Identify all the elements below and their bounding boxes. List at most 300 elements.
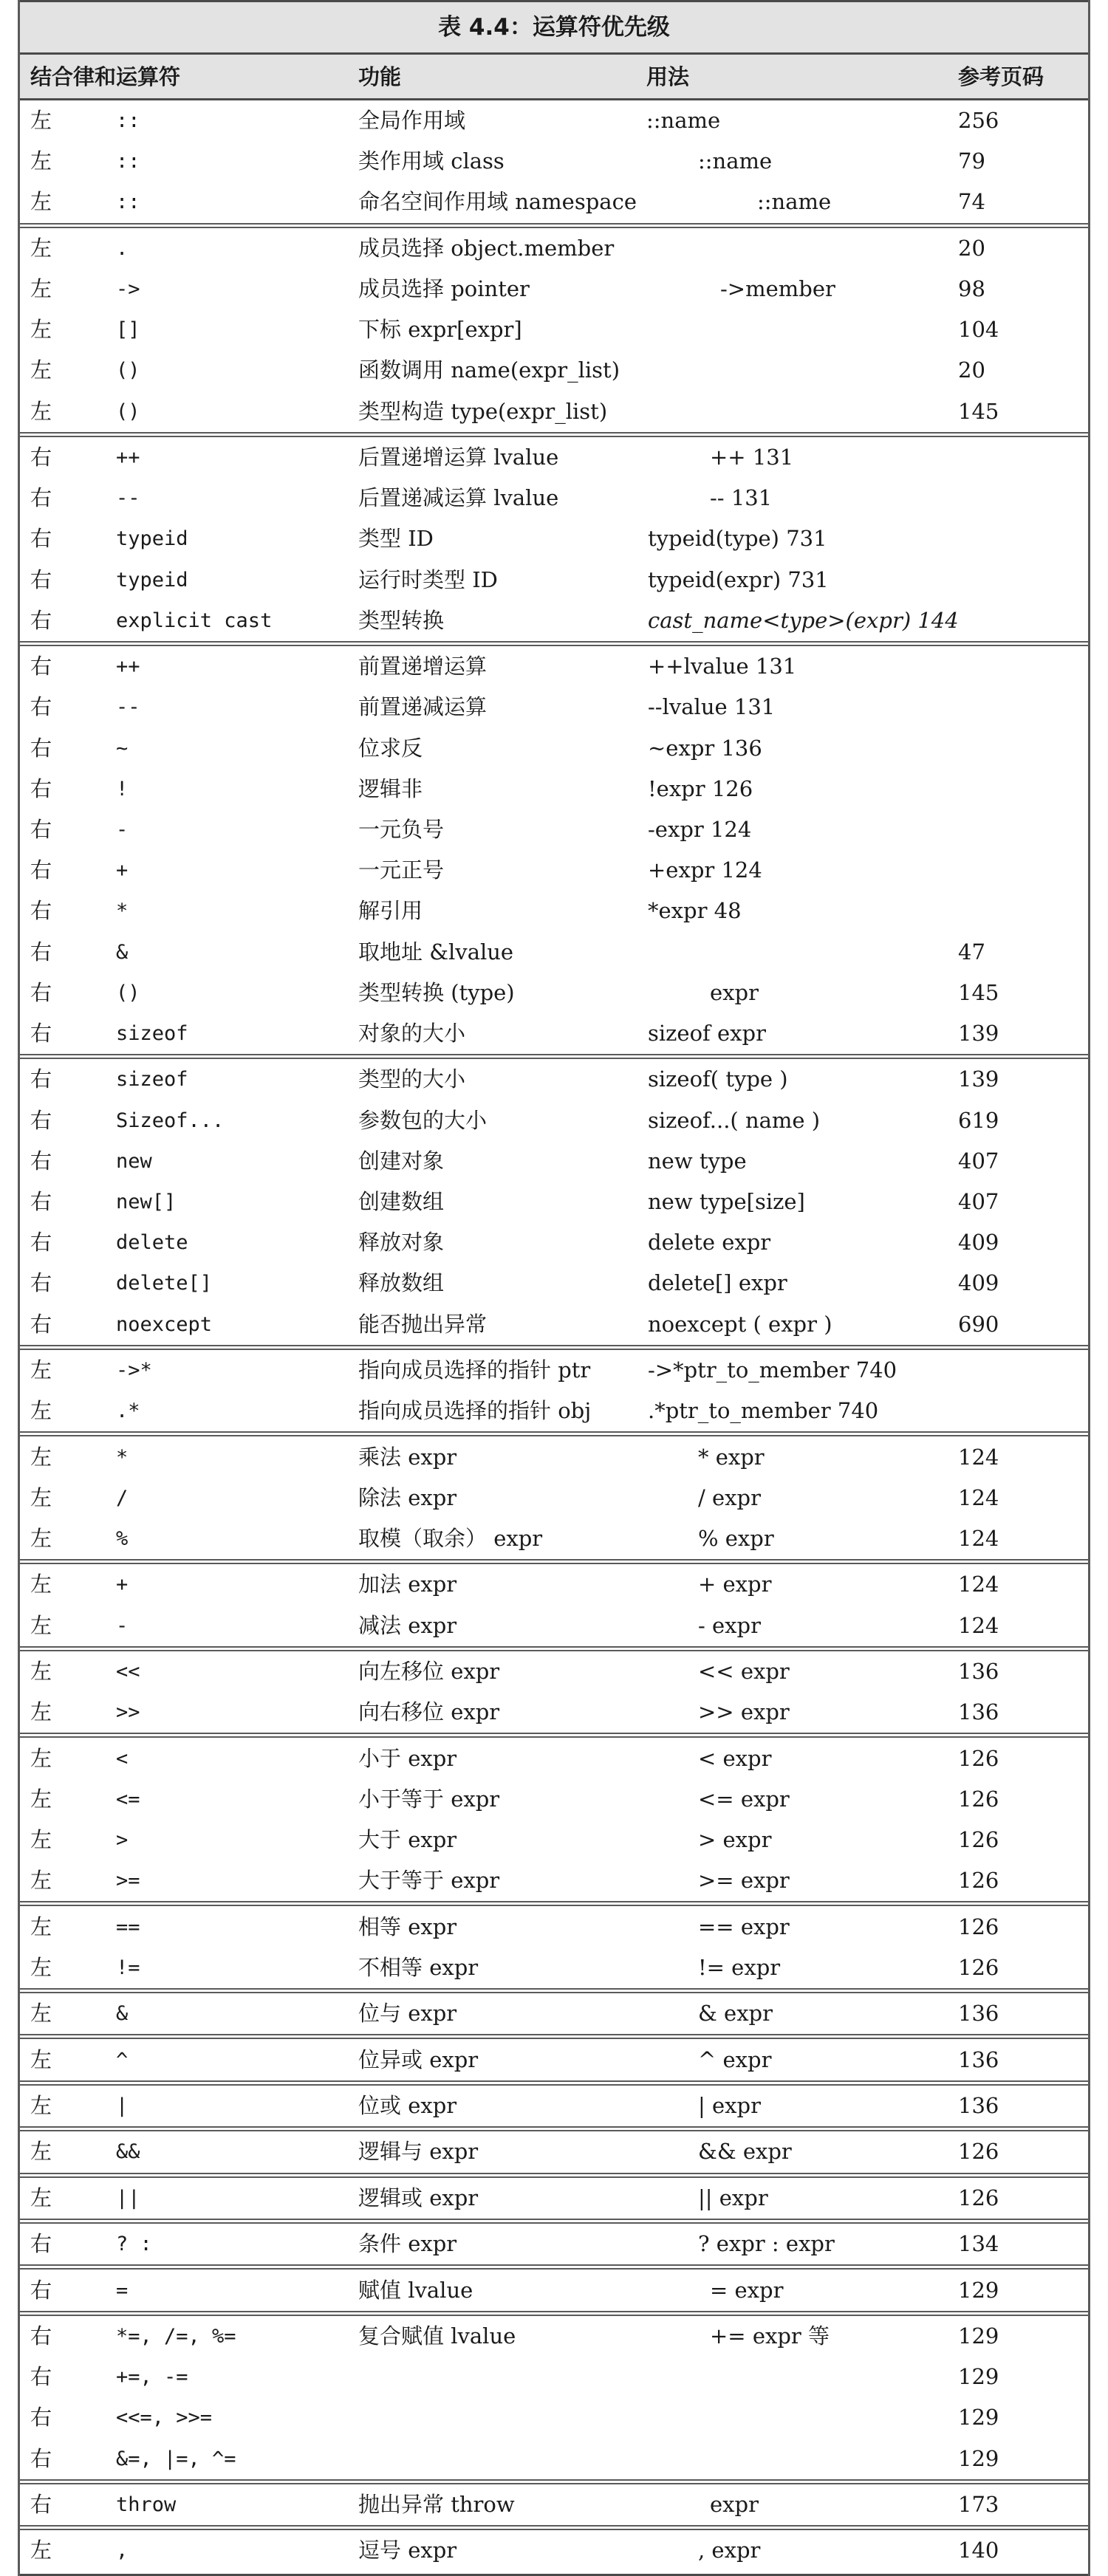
cell-function: 类型转换 (358, 607, 445, 633)
cell-associativity: 右 (30, 898, 52, 924)
cell-function: 小于 expr (358, 1745, 457, 1771)
table-row (20, 141, 1088, 182)
cell-operator: * (116, 900, 129, 923)
cell-associativity: 左 (30, 1357, 52, 1383)
cell-associativity: 左 (30, 1398, 52, 1424)
cell-usage: ::name (757, 189, 832, 215)
cell-associativity: 左 (30, 1827, 52, 1852)
cell-operator: sizeof (116, 1022, 188, 1045)
cell-associativity: 右 (30, 1189, 52, 1214)
cell-usage: % expr (698, 1526, 774, 1551)
cell-page: 134 (958, 2231, 999, 2257)
cell-usage: ->*ptr_to_member 740 (648, 1357, 897, 1383)
cell-operator: || (116, 2186, 140, 2210)
cell-page: 136 (958, 2093, 999, 2118)
cell-page: 139 (958, 1021, 999, 1046)
cell-associativity: 右 (30, 775, 52, 801)
table-row (20, 600, 1088, 641)
cell-operator: new (116, 1149, 152, 1173)
group-separator (20, 1901, 1088, 1906)
cell-function: 赋值 lvalue (358, 2277, 473, 2303)
cell-associativity: 右 (30, 654, 52, 679)
cell-page: 129 (958, 2277, 999, 2303)
cell-associativity: 左 (30, 1484, 52, 1510)
cell-page: 124 (958, 1612, 999, 1638)
cell-operator: noexcept (116, 1312, 213, 1336)
cell-function: 下标 expr[expr] (358, 317, 522, 343)
table-row (20, 891, 1088, 931)
cell-function: 后置递增运算 lvalue (358, 445, 559, 470)
cell-page: 136 (958, 1699, 999, 1725)
cell-operator: [] (116, 318, 140, 342)
cell-usage: -- 131 (710, 485, 773, 511)
cell-associativity: 左 (30, 1659, 52, 1684)
cell-function: 加法 expr (358, 1572, 457, 1597)
cell-associativity: 左 (30, 1444, 52, 1470)
cell-page: 126 (958, 1745, 999, 1771)
table-row (20, 1860, 1088, 1901)
cell-page: 126 (958, 1827, 999, 1852)
cell-function: 大于 expr (358, 1827, 457, 1852)
cell-associativity: 左 (30, 108, 52, 133)
cell-operator: :: (116, 191, 140, 214)
cell-usage: & expr (698, 2001, 773, 2027)
table-row (20, 687, 1088, 727)
cell-page: 407 (958, 1189, 999, 1214)
table-row (20, 2178, 1088, 2219)
group-separator (20, 223, 1088, 228)
cell-function: 前置递减运算 (358, 694, 488, 720)
cell-page: 129 (958, 2364, 999, 2390)
cell-function: 函数调用 name(expr_list) (358, 357, 620, 383)
cell-associativity: 右 (30, 1270, 52, 1296)
cell-usage: << expr (698, 1659, 790, 1684)
operator-precedence-table (18, 0, 1090, 2576)
cell-function: 释放数组 (358, 1270, 445, 1296)
cell-usage: ++ 131 (710, 445, 794, 470)
header-page: 参考页码 (958, 64, 1044, 89)
cell-associativity: 左 (30, 1572, 52, 1597)
cell-associativity: 左 (30, 1699, 52, 1725)
cell-usage: expr (710, 979, 759, 1005)
cell-operator: +=, -= (116, 2366, 188, 2389)
cell-function: 逻辑非 (358, 775, 423, 801)
cell-associativity: 左 (30, 357, 52, 383)
cell-associativity: 右 (30, 939, 52, 965)
table-row (20, 1141, 1088, 1182)
cell-operator: == (116, 1915, 140, 1939)
cell-operator: << (116, 1660, 140, 1683)
table-row (20, 1739, 1088, 1779)
cell-usage: > expr (698, 1827, 772, 1852)
cell-usage: ~expr 136 (648, 735, 762, 761)
table-row (20, 1059, 1088, 1100)
cell-associativity: 左 (30, 2538, 52, 2563)
cell-function: 类型的大小 (358, 1066, 466, 1092)
cell-associativity: 右 (30, 694, 52, 720)
cell-operator: ->* (116, 1359, 152, 1382)
table-row (20, 728, 1088, 769)
cell-function: 创建数组 (358, 1189, 445, 1214)
cell-page: 409 (958, 1270, 999, 1296)
table-row (20, 1478, 1088, 1518)
cell-function: 类作用域 class (358, 148, 505, 174)
header-func: 功能 (358, 64, 402, 89)
cell-usage: +expr 124 (648, 857, 762, 883)
cell-function: 全局作用域 (358, 108, 466, 133)
cell-usage: --lvalue 131 (648, 694, 776, 720)
cell-function: 向左移位 expr (358, 1659, 500, 1684)
cell-usage: expr (710, 2492, 759, 2517)
table-row (20, 850, 1088, 891)
cell-operator: *=, /=, %= (116, 2325, 236, 2348)
cell-operator: explicit cast (116, 609, 273, 632)
cell-function: 抛出异常 throw (358, 2492, 515, 2517)
cell-usage: = expr (710, 2277, 784, 2303)
table-row (20, 2397, 1088, 2438)
cell-associativity: 右 (30, 1230, 52, 1256)
cell-usage: sizeof( type ) (648, 1066, 788, 1092)
table-row (20, 437, 1088, 478)
cell-function: 相等 expr (358, 1914, 457, 1939)
cell-associativity: 左 (30, 2093, 52, 2118)
cell-usage: new type[size] (648, 1189, 805, 1214)
cell-operator: sizeof (116, 1068, 188, 1092)
cell-usage: ::name (698, 148, 773, 174)
group-separator (20, 2479, 1088, 2484)
cell-associativity: 右 (30, 1311, 52, 1337)
cell-function: 参数包的大小 (358, 1107, 488, 1133)
cell-associativity: 左 (30, 1914, 52, 1939)
cell-usage: delete expr (648, 1230, 771, 1256)
cell-associativity: 左 (30, 317, 52, 343)
cell-operator: <<=, >>= (116, 2406, 213, 2430)
cell-operator: typeid (116, 527, 188, 551)
table-row (20, 1350, 1088, 1391)
cell-function: 命名空间作用域 namespace (358, 189, 637, 215)
cell-usage: noexcept ( expr ) (648, 1311, 832, 1337)
group-separator (20, 2034, 1088, 2039)
cell-usage: || expr (698, 2185, 768, 2210)
table-row (20, 1692, 1088, 1733)
cell-page: 126 (958, 1868, 999, 1894)
cell-page: 136 (958, 1659, 999, 1684)
cell-usage: delete[] expr (648, 1270, 787, 1296)
cell-associativity: 右 (30, 607, 52, 633)
cell-function: 对象的大小 (358, 1021, 466, 1046)
cell-associativity: 右 (30, 445, 52, 470)
table-row (20, 2224, 1088, 2264)
table-row (20, 2086, 1088, 2126)
cell-page: 136 (958, 2046, 999, 2072)
cell-function: 条件 expr (358, 2231, 457, 2257)
cell-function: 解引用 (358, 898, 423, 924)
cell-usage: cast_name<type>(expr) 144 (648, 607, 959, 633)
cell-associativity: 左 (30, 398, 52, 424)
table-row (20, 2484, 1088, 2525)
cell-usage: && expr (698, 2139, 792, 2165)
group-separator (20, 1054, 1088, 1059)
cell-associativity: 左 (30, 1868, 52, 1894)
cell-function: 类型 ID (358, 526, 434, 552)
cell-operator: <= (116, 1787, 140, 1811)
cell-page: 173 (958, 2492, 999, 2517)
cell-associativity: 右 (30, 2277, 52, 2303)
table-row (20, 2040, 1088, 2080)
cell-function: 前置递增运算 (358, 654, 488, 679)
cell-page: 104 (958, 317, 999, 343)
table-row (20, 2439, 1088, 2479)
cell-associativity: 右 (30, 2231, 52, 2257)
cell-associativity: 右 (30, 1148, 52, 1174)
table-row (20, 1606, 1088, 1646)
table-row (20, 2357, 1088, 2397)
cell-usage: !expr 126 (648, 775, 753, 801)
cell-operator: + (116, 859, 129, 883)
group-separator (20, 2264, 1088, 2270)
cell-page: 129 (958, 2445, 999, 2471)
cell-page: 79 (958, 148, 985, 174)
cell-associativity: 左 (30, 2001, 52, 2027)
cell-page: 126 (958, 2185, 999, 2210)
table-row (20, 1437, 1088, 1478)
table-row (20, 1013, 1088, 1054)
cell-operator: ! (116, 777, 129, 801)
cell-usage: | expr (698, 2093, 761, 2118)
cell-operator: + (116, 1573, 129, 1597)
cell-operator: >= (116, 1869, 140, 1893)
cell-operator: -> (116, 278, 140, 301)
group-separator (20, 1733, 1088, 1738)
cell-operator: ? : (116, 2233, 152, 2256)
cell-associativity: 右 (30, 1066, 52, 1092)
cell-page: 20 (958, 235, 985, 261)
cell-operator: () (116, 981, 140, 1004)
cell-usage: >= expr (698, 1868, 790, 1894)
cell-function: 一元正号 (358, 857, 445, 883)
cell-page: 74 (958, 189, 985, 215)
cell-function: 复合赋值 lvalue (358, 2323, 516, 2349)
cell-usage: ++lvalue 131 (648, 654, 797, 679)
cell-function: 小于等于 expr (358, 1786, 500, 1812)
cell-function: 类型转换 (type) (358, 979, 515, 1005)
cell-associativity: 右 (30, 2492, 52, 2517)
cell-associativity: 左 (30, 2139, 52, 2165)
cell-usage: - expr (698, 1612, 761, 1638)
cell-associativity: 左 (30, 189, 52, 215)
header-usage: 用法 (646, 64, 690, 89)
cell-usage: ->member (720, 276, 835, 301)
cell-associativity: 左 (30, 1526, 52, 1551)
cell-page: 47 (958, 939, 985, 965)
cell-page: 129 (958, 2323, 999, 2349)
cell-function: 位求反 (358, 735, 423, 761)
cell-associativity: 左 (30, 1954, 52, 1980)
cell-function: 减法 expr (358, 1612, 457, 1638)
cell-page: 124 (958, 1526, 999, 1551)
header-assoc: 结合律和运算符 (30, 64, 181, 89)
cell-usage: new type (648, 1148, 747, 1174)
cell-function: 位或 expr (358, 2093, 457, 2118)
table-row (20, 1779, 1088, 1820)
cell-operator: -- (116, 487, 140, 510)
cell-function: 大于等于 expr (358, 1868, 500, 1894)
cell-usage: + expr (698, 1572, 772, 1597)
cell-page: 129 (958, 2405, 999, 2431)
cell-usage: < expr (698, 1745, 772, 1771)
table-row (20, 2530, 1088, 2571)
cell-function: 能否抛出异常 (358, 1311, 488, 1337)
cell-operator: typeid (116, 568, 188, 592)
table-row (20, 1391, 1088, 1431)
table-row (20, 1993, 1088, 2034)
table-row (20, 1651, 1088, 1692)
cell-operator: & (116, 940, 129, 964)
table-row (20, 809, 1088, 850)
cell-page: 126 (958, 1786, 999, 1812)
cell-usage: == expr (698, 1914, 790, 1939)
cell-page: 409 (958, 1230, 999, 1256)
cell-associativity: 左 (30, 1745, 52, 1771)
cell-operator: & (116, 2002, 129, 2026)
cell-usage: * expr (698, 1444, 765, 1470)
group-separator (20, 2080, 1088, 2086)
cell-operator: () (116, 400, 140, 423)
cell-operator: delete[] (116, 1272, 213, 1295)
group-separator (20, 432, 1088, 437)
cell-associativity: 右 (30, 2405, 52, 2431)
cell-operator: < (116, 1747, 129, 1770)
cell-function: 逻辑或 expr (358, 2185, 479, 2210)
cell-page: 407 (958, 1148, 999, 1174)
cell-associativity: 右 (30, 857, 52, 883)
table-row (20, 269, 1088, 309)
table-row (20, 1100, 1088, 1141)
cell-usage: += expr 等 (710, 2323, 830, 2349)
group-separator (20, 2126, 1088, 2131)
cell-associativity: 右 (30, 2445, 52, 2471)
cell-operator: :: (116, 150, 140, 174)
cell-operator: throw (116, 2493, 177, 2516)
table-row (20, 518, 1088, 559)
table-row (20, 228, 1088, 269)
cell-function: 逗号 expr (358, 2538, 457, 2563)
group-separator (20, 1345, 1088, 1350)
cell-operator: | (116, 2094, 129, 2117)
table-row (20, 1182, 1088, 1222)
cell-operator: && (116, 2140, 140, 2164)
cell-operator: ++ (116, 655, 140, 679)
cell-page: 126 (958, 1954, 999, 1980)
cell-operator: :: (116, 109, 140, 132)
cell-function: 取模（取余） expr (358, 1526, 543, 1551)
table-row (20, 2270, 1088, 2311)
cell-associativity: 右 (30, 979, 52, 1005)
cell-operator: Sizeof... (116, 1109, 225, 1132)
cell-associativity: 右 (30, 2323, 52, 2349)
cell-associativity: 左 (30, 1786, 52, 1812)
cell-function: 位与 expr (358, 2001, 457, 2027)
cell-function: 乘法 expr (358, 1444, 457, 1470)
cell-associativity: 右 (30, 485, 52, 511)
cell-usage: <= expr (698, 1786, 790, 1812)
cell-function: 不相等 expr (358, 1954, 479, 1980)
cell-operator: .* (116, 1400, 140, 1423)
cell-page: 140 (958, 2538, 999, 2563)
cell-page: 256 (958, 108, 999, 133)
cell-usage: typeid(expr) 731 (648, 566, 829, 592)
cell-usage: >> expr (698, 1699, 790, 1725)
cell-operator: > (116, 1829, 129, 1852)
table-row (20, 182, 1088, 222)
cell-associativity: 右 (30, 2364, 52, 2390)
table-row (20, 100, 1088, 141)
cell-operator: ^ (116, 2048, 129, 2072)
cell-associativity: 左 (30, 1612, 52, 1638)
cell-page: 619 (958, 1107, 999, 1133)
cell-associativity: 右 (30, 526, 52, 552)
group-separator (20, 2525, 1088, 2530)
cell-usage: != expr (698, 1954, 781, 1980)
table-row (20, 1263, 1088, 1304)
cell-operator: = (116, 2278, 129, 2302)
cell-page: 136 (958, 2001, 999, 2027)
cell-operator: ++ (116, 446, 140, 469)
table-row (20, 973, 1088, 1013)
cell-function: 指向成员选择的指针 ptr (358, 1357, 591, 1383)
group-separator (20, 1431, 1088, 1436)
table-row (20, 2131, 1088, 2172)
table-row (20, 391, 1088, 432)
group-separator (20, 641, 1088, 646)
cell-associativity: 右 (30, 817, 52, 842)
table-row (20, 1222, 1088, 1263)
cell-page: 145 (958, 979, 999, 1005)
cell-usage: sizeof...( name ) (648, 1107, 821, 1133)
cell-operator: () (116, 359, 140, 383)
table-title: 表 4.4：运算符优先级 (20, 0, 1088, 55)
table-row (20, 1820, 1088, 1860)
cell-operator: , (116, 2539, 129, 2563)
group-separator (20, 1988, 1088, 1993)
cell-page: 126 (958, 1914, 999, 1939)
cell-function: 除法 expr (358, 1484, 457, 1510)
cell-page: 124 (958, 1444, 999, 1470)
table-row (20, 932, 1088, 973)
cell-operator: - (116, 818, 129, 841)
cell-operator: ~ (116, 736, 129, 760)
cell-page: 126 (958, 2139, 999, 2165)
cell-function: 成员选择 pointer (358, 276, 530, 301)
cell-operator: new[] (116, 1191, 177, 1213)
cell-usage: typeid(type) 731 (648, 526, 827, 552)
cell-page: 98 (958, 276, 985, 301)
cell-associativity: 左 (30, 2046, 52, 2072)
cell-operator: % (116, 1527, 129, 1550)
cell-usage: / expr (698, 1484, 761, 1510)
cell-usage: sizeof expr (648, 1021, 766, 1046)
cell-associativity: 左 (30, 235, 52, 261)
table-row (20, 1304, 1088, 1345)
table-row (20, 478, 1088, 518)
cell-associativity: 左 (30, 148, 52, 174)
cell-associativity: 右 (30, 566, 52, 592)
group-separator (20, 2311, 1088, 2316)
cell-operator: / (116, 1486, 129, 1510)
cell-operator: -- (116, 696, 140, 719)
cell-page: 20 (958, 357, 985, 383)
cell-page: 145 (958, 398, 999, 424)
